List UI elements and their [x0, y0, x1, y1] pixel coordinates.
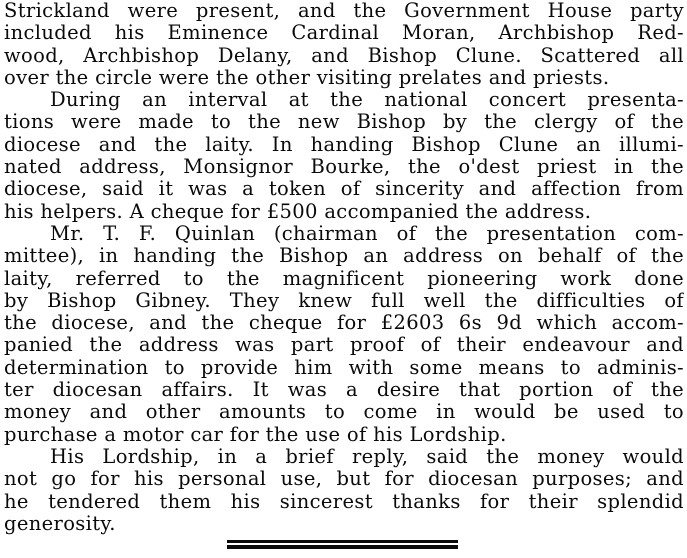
text-line: the diocese, and the cheque for £2603 6s 9d which accom- [4, 312, 684, 335]
text-line: wood, Archbishop Delany, and Bishop Clune. Scattered all [4, 44, 684, 67]
text-line: diocese, said it was a token of sincerity and affection from [4, 178, 684, 201]
text-line: Strickland were present, and the Government House party [4, 0, 684, 22]
text-line: His Lordship, in a brief reply, said the money would [50, 445, 684, 468]
paragraph-3 [4, 223, 684, 446]
text-line: mittee), in handing the Bishop an address on behalf of the [4, 245, 684, 268]
end-of-article-rule [227, 540, 458, 549]
text-line: nated address, Monsignor Bourke, the o'dest priest in the [4, 156, 684, 179]
text-line: purchase a motor car for the use of his Lordship. [4, 423, 507, 446]
text-line: determination to provide him with some means to adminis- [4, 356, 684, 379]
text-line: diocese and the laity. In handing Bishop Clune an illumi- [4, 133, 684, 156]
text-line: included his Eminence Cardinal Moran, Archbishop Red- [4, 22, 684, 45]
text-line: tions were made to the new Bishop by the clergy of the [4, 111, 684, 134]
paragraph-4 [4, 446, 684, 535]
text-line: panied the address was part proof of their endeavour and [4, 334, 684, 357]
text-line: by Bishop Gibney. They knew full well the difficulties of [4, 289, 684, 312]
text-line: over the circle were the other visiting prelates and priests. [4, 66, 610, 89]
paragraph-1 [4, 0, 684, 89]
text-line: not go for his personal use, but for diocesan purposes; and [4, 468, 684, 491]
text-line: generosity. [4, 512, 116, 535]
text-line: laity, referred to the magnificent pioneering work done [4, 267, 684, 290]
text-line: During an interval at the national concert presenta- [50, 89, 684, 112]
text-line: ter diocesan affairs. It was a desire that portion of the [4, 379, 684, 402]
text-line: money and other amounts to come in would be used to [4, 401, 684, 424]
text-line: Mr. T. F. Quinlan (chairman of the presentation com- [50, 222, 684, 245]
article-column [4, 0, 684, 535]
text-line: his helpers. A cheque for £500 accompanied the address. [4, 200, 592, 223]
paragraph-2 [4, 89, 684, 223]
text-line: he tendered them his sincerest thanks for their splendid [4, 490, 684, 513]
